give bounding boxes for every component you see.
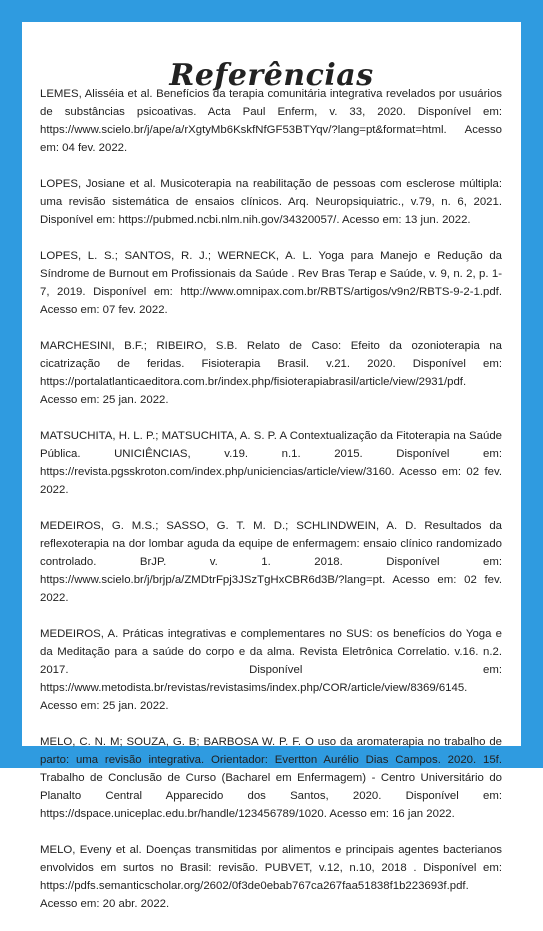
reference-entry: MATSUCHITA, H. L. P.; MATSUCHITA, A. S. P. A Contextualização da Fitoterapia na Saúde Pública. UNICIÊNCIAS, v.19. n.1. 2015. Disponível em: https://revista.pgsskroton.com/index.php/uniciencias/article/view/3160. Acesso em: 02 fev. 2022. (40, 430, 502, 496)
reference-entry: LOPES, Josiane et al. Musicoterapia na reabilitação de pessoas com esclerose múltipla: uma revisão sistemática de ensaios clínicos. Arq. Neuropsiquiatric., v.79, n. 6, 2021. Disponível em: https://pubmed.ncbi.nlm.nih.gov/34320057/. Acesso em: 13 jun. 2022. (40, 178, 502, 226)
reference-entry: LOPES, L. S.; SANTOS, R. J.; WERNECK, A. L. Yoga para Manejo e Redução da Síndrome de Burnout em Profissionais da Saúde . Rev Bras Terap e Saúde, v. 9, n. 2, p. 1-7, 2019. Disponível em: http://www.omnipax.com.br/RBTS/artigos/v9n2/RBTS-9-2-1.pdf. Acesso em: 07 fev. 2022. (40, 250, 502, 316)
reference-entry: MEDEIROS, G. M.S.; SASSO, G. T. M. D.; SCHLINDWEIN, A. D. Resultados da reflexoterapia na dor lombar aguda da equipe de enfermagem: ensaio clínico randomizado controlado. BrJP. v. 1. 2018. Disponível em: https://www.scielo.br/j/brjp/a/ZMDtrFpj3JSzTgHxCBR6d3B/?lang=pt. Acesso em: 02 fev. 2022. (40, 520, 502, 604)
reference-entry: MELO, C. N. M; SOUZA, G. B; BARBOSA W. P. F. O uso da aromaterapia no trabalho de parto: uma revisão integrativa. Orientador: Evertton Aurélio Dias Campos. 2020. 15f. Trabalho de Conclusão de Curso (Bacharel em Enfermagem) - Centro Universitário do Planalto Central Apparecido dos Santos, 2020. Disponível em: https://dspace.uniceplac.edu.br/handle/123456789/1020. Acesso em: 16 jan 2022. (40, 736, 502, 820)
reference-list (40, 85, 502, 931)
reference-entry: MELO, Eveny et al. Doenças transmitidas por alimentos e principais agentes bacterianos envolvidos em surtos no Brasil: revisão. PUBVET, v.12, n.10, 2018 . Disponível em: https://pdfs.semanticscholar.org/2602/0f3de0ebab767ca267faa51838f1b223693f.pdf. Acesso em: 20 abr. 2022. (40, 844, 502, 910)
page-title: Referências (169, 58, 374, 94)
reference-entry: MEDEIROS, A. Práticas integrativas e complementares no SUS: os benefícios do Yoga e da Meditação para a saúde do corpo e da alma. Revista Eletrônica Correlatio. v.16. n.2. 2017. Disponível em: https://www.metodista.br/revistas/revistasims/index.php/COR/article/view/8369/6145. Acesso em: 25 jan. 2022. (40, 628, 502, 712)
reference-entry: MARCHESINI, B.F.; RIBEIRO, S.B. Relato de Caso: Efeito da ozonioterapia na cicatrização de feridas. Fisioterapia Brasil. v.21. 2020. Disponível em: https://portalatlanticaeditora.com.br/index.php/fisioterapiabrasil/article/view/2931/pdf. Acesso em: 25 jan. 2022. (40, 340, 502, 406)
reference-entry: LEMES, Alisséia et al. Benefícios da terapia comunitária integrativa revelados por usuários de substâncias psicoativas. Acta Paul Enferm, v. 33, 2020. Disponível em: https://www.scielo.br/j/ape/a/rXgtyMb6KskfNfGF53BTYqv/?lang=pt&format=html. Acesso em: 04 fev. 2022. (40, 88, 502, 154)
